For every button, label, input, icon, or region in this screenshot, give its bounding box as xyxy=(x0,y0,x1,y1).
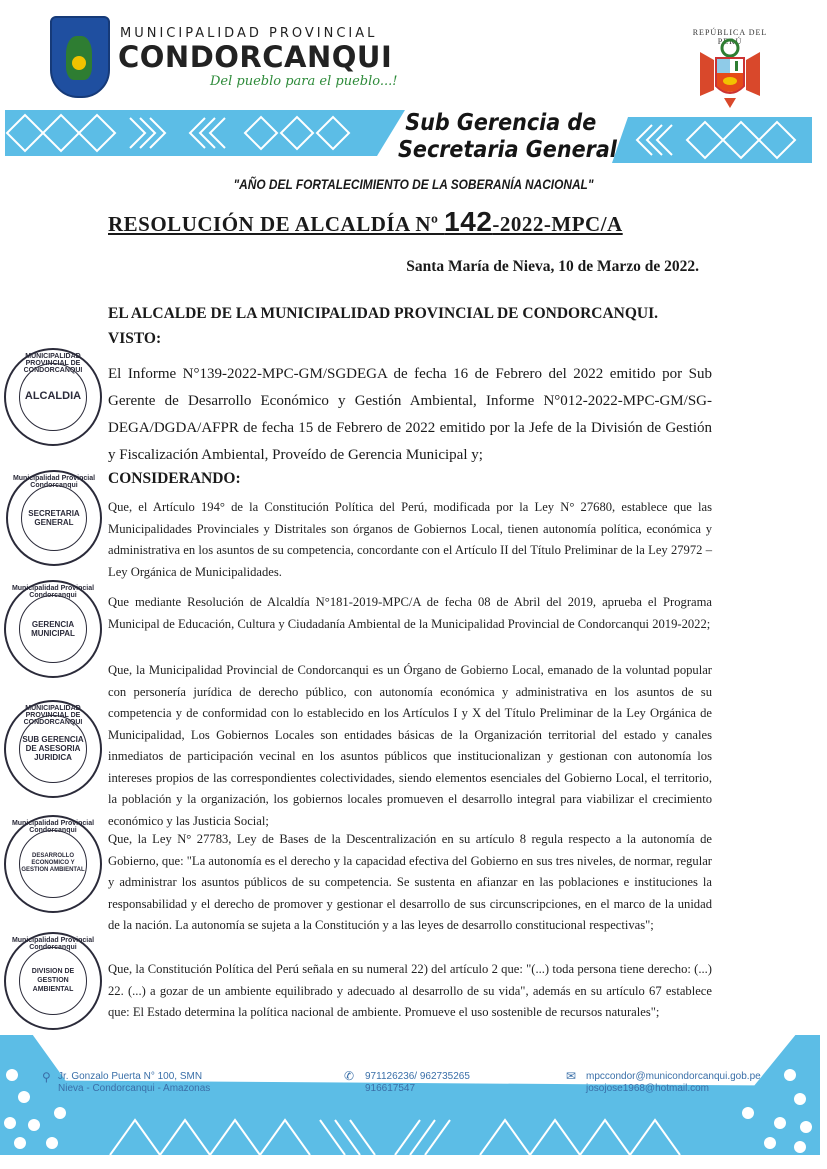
location-pin-icon: ⚲ xyxy=(42,1070,51,1084)
stamp-ring-text: MUNICIPALIDAD PROVINCIAL DE CONDORCANQUI xyxy=(23,705,83,726)
email-line[interactable]: josojose1968@hotmail.com xyxy=(586,1083,709,1094)
considerando-paragraph: Que, la Municipalidad Provincial de Condorcanqui es un Órgano de Gobierno Local, emanado de la voluntad popular con personería jurídica de derecho público, con autonomía económica y administrativa en los asuntos de su competencia y de conformidad con lo establecido en los Artículos I y X del Título Preliminar de la Ley Orgánica de Municipalidad, Los Gobiernos Locales son entidades básicas de la Organización territorial del estado y canales inmediatos de participación vecinal en los asuntos públicos que institucionalizan y gestionan con autonomía los intereses propios de las correspondientes colectividades, siendo elementos esenciales del Gobierno Local, el territorio, la población y la organización, los gobiernos locales promueven el desarrollo integral para viabilizar el crecimiento económico y las Justicia Social; xyxy=(108,663,712,828)
stamp-center-text: SUB GERENCIA DE ASESORIA JURIDICA xyxy=(19,715,87,783)
stamp-center-text: GERENCIA MUNICIPAL xyxy=(19,595,87,663)
title-suffix: -2022-MPC/A xyxy=(492,212,623,236)
phone-line: 916617547 xyxy=(365,1083,416,1094)
considerando-heading: CONSIDERANDO: xyxy=(108,470,241,487)
office-title-line2: Secretaria General xyxy=(398,137,617,163)
office-title-line1: Sub Gerencia de xyxy=(405,110,597,136)
stamp-ring-text: Municipalidad Provincial Condorcanqui xyxy=(11,820,95,834)
footer-address xyxy=(58,1071,210,1095)
footer-phones xyxy=(365,1071,470,1095)
banner-pattern-left xyxy=(5,110,405,156)
date-line: Santa María de Nieva, 10 de Marzo de 2022. xyxy=(406,258,699,275)
municipality-slogan: Del pueblo para el pueblo...! xyxy=(210,74,398,89)
municipality-shield-logo xyxy=(50,16,110,98)
stamp-center-text: ALCALDIA xyxy=(19,363,87,431)
diamond-pattern-icon xyxy=(5,110,405,156)
phone-line: 971126236/ 962735265 xyxy=(365,1071,470,1082)
gerencia-municipal-stamp xyxy=(4,580,102,678)
diamond-pattern-icon xyxy=(0,1035,820,1155)
stamp-ring-text: MUNICIPALIDAD PROVINCIAL DE CONDORCANQUI xyxy=(23,353,83,374)
peru-coat-of-arms-icon xyxy=(690,30,770,110)
considerando-paragraph: Que mediante Resolución de Alcaldía N°181-2019-MPC/A de fecha 08 de Abril del 2019, aprueba el Programa Municipal de Educación, Cultura y Ciudadanía Ambiental de la Municipalidad Provincial de Condorcanqui 2019-2022; xyxy=(108,595,712,631)
stamp-ring-text: Municipalidad Provincial Condorcanqui xyxy=(11,585,95,599)
alcaldia-stamp xyxy=(4,348,102,446)
office-title xyxy=(398,110,617,164)
considerando-paragraph: Que, la Ley N° 27783, Ley de Bases de la Descentralización en su artículo 8 regula respecto a la autonomía de Gobierno, que: "La autonomía es el derecho y la capacidad efectiva del Gobierno en sus tres niveles, de normar, regular y administrar los asuntos públicos de su competencia. Se sustenta en afianzar en las poblaciones e instituciones la responsabilidad y el derecho de promover y gestionar el desarrollo de sus circunscripciones, en el marco de la unidad de la nación. La autonomía se sujeta a la Constitución y a las leyes de desarrollo constitucional respectivas"; xyxy=(108,832,712,932)
stamp-ring-text: Municipalidad Provincial Condorcanqui xyxy=(12,475,96,489)
considerando-paragraph: Que, la Constitución Política del Perú señala en su numeral 22) del artículo 2 que: "(...) toda persona tiene derecho: (...) 22. (...) a gozar de un ambiente equilibrado y adecuado al desarrollo de su vida", además en su artículo 67 establece que: El Estado determina la política nacional de ambiente. Promueve el uso sostenible de recursos naturales"; xyxy=(108,962,712,1019)
desarrollo-economico-stamp xyxy=(4,815,102,913)
address-line: Jr. Gonzalo Puerta N° 100, SMN xyxy=(58,1071,203,1082)
resolution-number: 142 xyxy=(444,206,493,237)
banner-pattern-right xyxy=(612,117,812,163)
stamp-ring-text: Municipalidad Provincial Condorcanqui xyxy=(11,937,95,951)
year-motto: "AÑO DEL FORTALECIMIENTO DE LA SOBERANÍA NACIONAL" xyxy=(233,176,594,192)
title-prefix: RESOLUCIÓN DE ALCALDÍA Nº xyxy=(108,212,445,236)
diamond-pattern-icon xyxy=(612,117,812,163)
stamp-center-text: DIVISION DE GESTION AMBIENTAL xyxy=(19,947,87,1015)
email-icon: ✉ xyxy=(566,1069,577,1083)
visto-heading: VISTO: xyxy=(108,330,162,347)
stamp-center-text: SECRETARIA GENERAL xyxy=(21,485,87,551)
footer xyxy=(0,1035,827,1169)
footer-emails xyxy=(586,1071,761,1095)
municipality-name: CONDORCANQUI xyxy=(118,40,393,74)
coat-of-arms-label: REPÚBLICA DEL PERÚ xyxy=(692,28,768,46)
resolution-title xyxy=(108,206,623,238)
phone-icon: ✆ xyxy=(344,1069,355,1083)
email-line[interactable]: mpccondor@municondorcanqui.gob.pe xyxy=(586,1071,761,1082)
footer-pattern xyxy=(0,1035,820,1155)
considerando-paragraph: Que, el Artículo 194° de la Constitución Política del Perú, modificada por la Ley N° 27680, establece que las Municipalidades Provinciales y Distritales son órganos de Gobiernos Local, tienen autonomía política, económica y administrativa en los asuntos de su competencia, concordante con el Artículo II del Título Preliminar de la Ley 27972 – Ley Orgánica de Municipalidades. xyxy=(108,500,712,579)
secretaria-general-stamp xyxy=(6,470,102,566)
stamp-center-text: DESARROLLO ECONOMICO Y GESTION AMBIENTAL xyxy=(19,830,87,898)
address-line: Nieva - Condorcanqui - Amazonas xyxy=(58,1083,211,1094)
asesoria-juridica-stamp xyxy=(4,700,102,798)
issuer-heading: EL ALCALDE DE LA MUNICIPALIDAD PROVINCIAL DE CONDORCANQUI. xyxy=(108,305,659,322)
gestion-ambiental-stamp xyxy=(4,932,102,1030)
visto-paragraph: El Informe N°139-2022-MPC-GM/SGDEGA de fecha 16 de Febrero del 2022 emitido por Sub Gerente de Desarrollo Económico y Gestión Ambiental, Informe N°012-2022-MPC-GM/SG-DEGA/DGDA/AFPR de fecha 15 de Febrero de 2022 emitido por la Jefe de la División de Gestión y Fiscalización Ambiental, Proveído de Gerencia Municipal y; xyxy=(108,366,712,463)
municipality-line: MUNICIPALIDAD PROVINCIAL xyxy=(120,26,378,41)
